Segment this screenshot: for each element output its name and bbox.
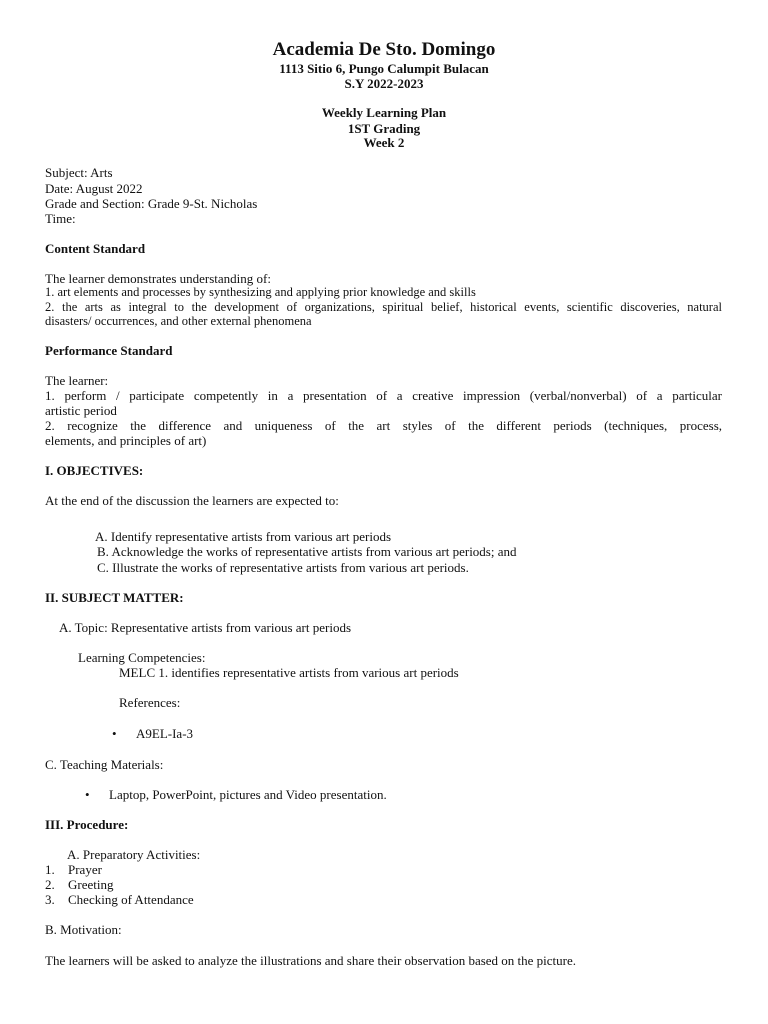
subject-line: Subject: Arts [45, 165, 113, 180]
performance-standard-item-1-line-1: 1. perform / participate competently in a presentation of a creative impression (verbal/nonverbal) of a particular [45, 388, 722, 403]
step-number: 2. [45, 877, 55, 892]
objectives-intro: At the end of the discussion the learners are expected to: [45, 493, 339, 508]
performance-standard-item-2-line-1: 2. recognize the difference and uniqueness of the art styles of the different periods (techniques, process, [45, 418, 722, 433]
procedure-heading: III. Procedure: [45, 817, 129, 832]
plan-title: Weekly Learning Plan [321, 105, 447, 120]
objective-item-a: A. Identify representative artists from various art periods [95, 529, 392, 544]
procedure-step-prayer [45, 862, 102, 878]
step-text: Greeting [68, 877, 114, 892]
objective-item-c: C. Illustrate the works of representative artists from various art periods. [97, 560, 469, 575]
objectives-heading: I. OBJECTIVES: [45, 463, 144, 478]
step-number: 3. [45, 892, 55, 907]
content-standard-intro: The learner demonstrates understanding of: [45, 271, 271, 286]
motivation-text: The learners will be asked to analyze the illustrations and share their observation based on the picture. [45, 953, 577, 968]
teaching-materials-item: • Laptop, PowerPoint, pictures and Video presentation. [109, 787, 387, 803]
subject-matter-heading: II. SUBJECT MATTER: [45, 590, 184, 605]
grade-section-line: Grade and Section: Grade 9-St. Nicholas [45, 196, 258, 211]
teaching-materials-label: C. Teaching Materials: [45, 757, 164, 772]
content-standard-heading: Content Standard [45, 241, 146, 256]
content-standard-item-2-line-2: disasters/ occurrences, and other external phenomena [45, 314, 312, 328]
motivation-label: B. Motivation: [45, 922, 122, 937]
step-text: Prayer [68, 862, 102, 877]
grading-period: 1ST Grading [347, 121, 421, 136]
reference-item: • A9EL-Ia-3 [136, 726, 193, 742]
objective-item-b: B. Acknowledge the works of representative artists from various art periods; and [97, 544, 517, 559]
step-text: Checking of Attendance [68, 892, 194, 907]
school-year: S.Y 2022-2023 [344, 76, 424, 91]
school-name: Academia De Sto. Domingo [272, 39, 496, 60]
procedure-step-attendance [45, 892, 194, 908]
week-label: Week 2 [363, 135, 405, 150]
performance-standard-intro: The learner: [45, 373, 109, 388]
performance-standard-item-2-line-2: elements, and principles of art) [45, 433, 207, 448]
references-label: References: [119, 695, 181, 710]
content-standard-item-1: 1. art elements and processes by synthesizing and applying prior knowledge and skills [45, 285, 476, 299]
time-line: Time: [45, 211, 76, 226]
competencies-label: Learning Competencies: [78, 650, 206, 665]
performance-standard-heading: Performance Standard [45, 343, 173, 358]
date-line: Date: August 2022 [45, 181, 143, 196]
school-address: 1113 Sitio 6, Pungo Calumpit Bulacan [279, 61, 489, 76]
step-number: 1. [45, 862, 55, 877]
topic-line: A. Topic: Representative artists from various art periods [59, 620, 351, 635]
melc-line: MELC 1. identifies representative artists from various art periods [119, 665, 459, 680]
preparatory-activities-label: A. Preparatory Activities: [67, 847, 201, 862]
content-standard-item-2-line-1: 2. the arts as integral to the development of organizations, spiritual belief, historical events, scientific discoveries, natural [45, 300, 722, 314]
procedure-step-greeting [45, 877, 114, 893]
performance-standard-item-1-line-2: artistic period [45, 403, 117, 418]
